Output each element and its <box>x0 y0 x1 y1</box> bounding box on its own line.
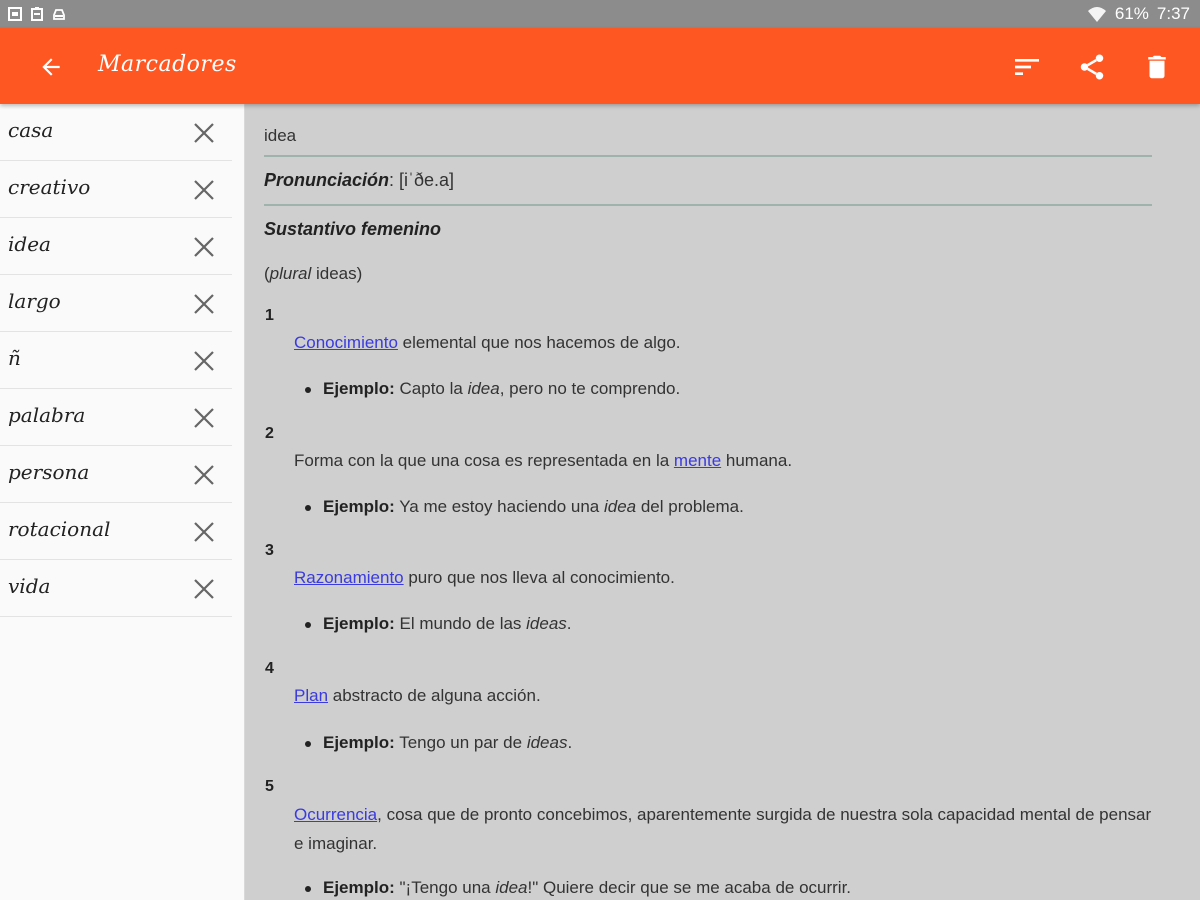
close-icon <box>192 577 216 601</box>
definition-text: humana. <box>721 451 793 470</box>
example-text: . <box>567 733 573 752</box>
sense-definition <box>294 563 1164 592</box>
remove-bookmark-button[interactable] <box>190 233 218 261</box>
bookmark-item[interactable] <box>0 161 232 218</box>
example-text: del problema. <box>636 497 744 516</box>
pronunciation-value: : [iˈðe.a] <box>389 170 455 190</box>
sense-example <box>323 497 744 517</box>
back-button[interactable] <box>32 48 70 86</box>
example-text: . <box>566 614 572 633</box>
bookmark-label: creativo <box>8 175 91 199</box>
sense-example <box>323 614 572 634</box>
divider <box>264 155 1152 157</box>
sense-definition <box>294 800 1164 858</box>
remove-bookmark-button[interactable] <box>190 176 218 204</box>
example-text: , pero no te comprendo. <box>499 379 681 398</box>
example-text: El mundo de las <box>394 614 527 633</box>
definition-link[interactable]: Plan <box>294 686 329 705</box>
example-label: Ejemplo: <box>323 733 395 752</box>
sort-button[interactable] <box>1008 48 1046 86</box>
sense-definition <box>294 681 1164 710</box>
sense-example <box>323 733 572 753</box>
bookmark-label: persona <box>8 460 90 484</box>
pronunciation <box>264 170 454 191</box>
sense-number: 3 <box>265 542 274 559</box>
bookmark-item[interactable] <box>0 332 232 389</box>
sense-definition <box>294 446 1164 475</box>
wifi-icon <box>1087 5 1107 23</box>
definition-text: , cosa que de pronto concebimos, aparentemente surgida de nuestra sola capacidad mental de pensar e imaginar. <box>294 805 1152 853</box>
bookmark-item[interactable] <box>0 389 232 446</box>
close-icon <box>192 520 216 544</box>
clipboard-icon <box>30 7 44 21</box>
close-icon <box>192 292 216 316</box>
example-emphasis: idea <box>467 379 500 398</box>
example-label: Ejemplo: <box>323 878 395 897</box>
close-icon <box>192 235 216 259</box>
example-emphasis: ideas <box>526 733 568 752</box>
bookmark-list <box>0 104 245 900</box>
close-icon <box>192 178 216 202</box>
bookmark-label: largo <box>8 289 61 313</box>
sense-number: 2 <box>265 425 274 442</box>
delete-button[interactable] <box>1138 48 1176 86</box>
remove-bookmark-button[interactable] <box>190 461 218 489</box>
status-bar <box>0 0 1200 28</box>
app-bar <box>0 28 1200 104</box>
close-icon <box>192 406 216 430</box>
status-right <box>1087 4 1190 24</box>
bookmark-label: vida <box>8 574 51 598</box>
remove-bookmark-button[interactable] <box>190 347 218 375</box>
sense-number: 5 <box>265 778 274 795</box>
plural-paren: ( <box>264 264 270 283</box>
sense-example <box>323 379 680 399</box>
example-text: "¡Tengo una <box>394 878 496 897</box>
bookmark-item[interactable] <box>0 218 232 275</box>
definition-link[interactable]: mente <box>673 451 722 470</box>
plural-label: plural <box>269 264 312 283</box>
status-time: 7:37 <box>1156 4 1190 23</box>
sense-definition <box>294 328 1164 357</box>
remove-bookmark-button[interactable] <box>190 575 218 603</box>
sense-example <box>323 878 851 898</box>
close-icon <box>192 121 216 145</box>
delete-icon <box>1142 52 1172 82</box>
close-icon <box>192 349 216 373</box>
example-label: Ejemplo: <box>323 379 395 398</box>
bookmark-item[interactable] <box>0 560 232 617</box>
sense-number: 1 <box>265 307 274 324</box>
example-text: Capto la <box>394 379 468 398</box>
bookmark-label: idea <box>8 232 51 256</box>
definition-panel <box>245 104 1200 900</box>
remove-bookmark-button[interactable] <box>190 290 218 318</box>
example-text: Ya me estoy haciendo una <box>394 497 604 516</box>
entry-word: idea <box>264 126 297 145</box>
bookmark-label: rotacional <box>8 517 111 541</box>
bookmark-item[interactable] <box>0 446 232 503</box>
share-icon <box>1077 52 1107 82</box>
arrow-back-icon <box>38 54 64 80</box>
example-emphasis: idea <box>495 878 528 897</box>
bookmark-label: ñ <box>8 346 21 370</box>
battery-percent: 61% <box>1114 4 1149 23</box>
close-icon <box>192 463 216 487</box>
example-text: Tengo un par de <box>394 733 527 752</box>
definition-link[interactable]: Conocimiento <box>294 333 398 352</box>
definition-text: puro que nos lleva al conocimiento. <box>403 568 675 587</box>
divider <box>264 204 1152 206</box>
page-title: Marcadores <box>98 52 237 77</box>
plural-form <box>264 264 362 284</box>
example-emphasis: idea <box>603 497 637 516</box>
definition-text: Forma con la que una cosa es representada en la <box>294 451 674 470</box>
example-label: Ejemplo: <box>323 497 395 516</box>
bookmark-label: casa <box>8 118 54 142</box>
definition-text: elemental que nos hacemos de algo. <box>397 333 681 352</box>
bookmark-item[interactable] <box>0 275 232 332</box>
part-of-speech: Sustantivo femenino <box>264 219 442 239</box>
example-label: Ejemplo: <box>323 614 395 633</box>
remove-bookmark-button[interactable] <box>190 404 218 432</box>
share-button[interactable] <box>1073 48 1111 86</box>
definition-text: abstracto de alguna acción. <box>328 686 541 705</box>
bookmark-item[interactable] <box>0 503 232 560</box>
example-emphasis: ideas <box>526 614 567 633</box>
example-text: !" Quiere decir que se me acaba de ocurrir. <box>527 878 852 897</box>
remove-bookmark-button[interactable] <box>190 518 218 546</box>
pronunciation-label: Pronunciación <box>264 170 390 190</box>
bookmark-item[interactable] <box>0 104 232 161</box>
sense-number: 4 <box>265 660 274 677</box>
image-icon <box>8 7 22 21</box>
definition-link[interactable]: Ocurrencia <box>294 805 378 824</box>
bookmark-label: palabra <box>8 403 86 427</box>
car-icon <box>52 7 66 21</box>
status-left-icons <box>8 6 66 22</box>
remove-bookmark-button[interactable] <box>190 119 218 147</box>
definition-link[interactable]: Razonamiento <box>294 568 404 587</box>
sort-icon <box>1011 51 1043 83</box>
plural-value: ideas) <box>311 264 363 283</box>
